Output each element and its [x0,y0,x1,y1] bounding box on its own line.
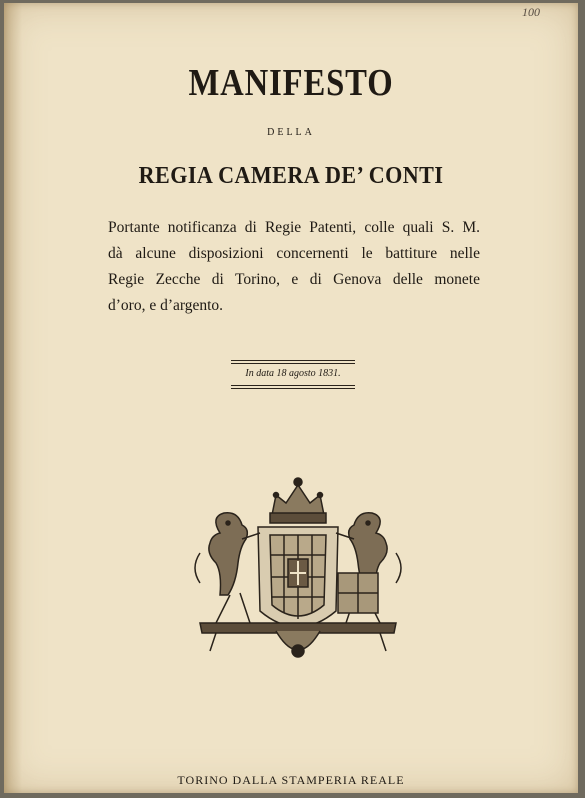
date-text: In data 18 agosto 1831. [245,368,341,379]
document-page [4,3,578,793]
document-subtitle: REGIA CAMERA DE’ CONTI [138,163,444,189]
body-line: Regie Zecche di Torino, e di Genova delle monete [108,271,480,288]
document-title: MANIFESTO [188,62,394,104]
body-line: d’oro, e d’argento. [108,297,224,314]
body-line: Portante notificanza di Regie Patenti, colle quali S. M. [108,219,480,236]
printer-footer: TORINO DALLA STAMPERIA REALE [177,773,405,787]
royal-coat-of-arms-icon [180,473,416,673]
body-paragraph [108,215,480,319]
della-label: DELLA [267,127,315,138]
corner-handwritten-number: 100 [522,5,540,19]
body-line: dà alcune disposizioni concernenti le battiture nelle [108,245,480,262]
paper-edge-shadow [4,3,22,793]
date-box [231,360,355,389]
